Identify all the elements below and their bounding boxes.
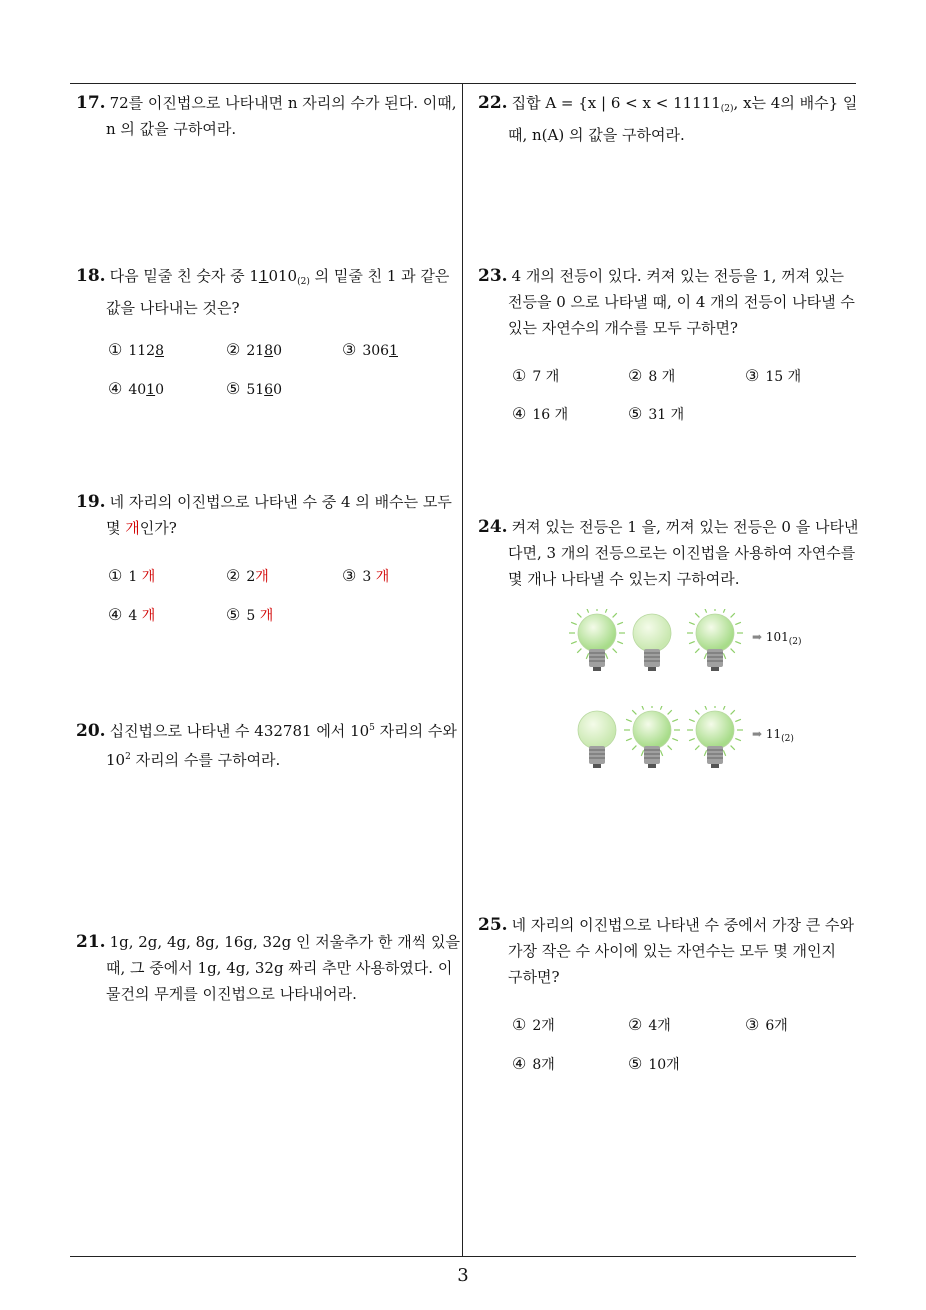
choice-text: 3 <box>362 569 372 585</box>
question-number: 25. <box>478 915 508 935</box>
question-text: 몇 개나 나타낼 수 있는지 구하여라. <box>508 570 740 588</box>
choice-text: 16 개 <box>532 407 569 423</box>
choice-mark: ④ <box>108 605 123 624</box>
question-text: 십진법으로 나타낸 수 432781 에서 10 <box>109 722 370 740</box>
choice-mark: ④ <box>512 404 527 423</box>
question-text: n 의 값을 구하여라. <box>106 120 237 138</box>
question-23 <box>478 263 862 341</box>
choice-text: 8 개 <box>648 369 676 385</box>
choice-2[interactable] <box>628 366 675 386</box>
question-21 <box>76 929 460 1007</box>
underlined-digit: 6 <box>264 382 274 398</box>
question-text: 4 개의 전등이 있다. 켜져 있는 전등을 1, 꺼져 있는 <box>511 267 844 285</box>
column-divider <box>462 83 463 1256</box>
choice-mark: ⑤ <box>226 379 241 398</box>
question-text: 값을 나타내는 것은? <box>106 299 240 317</box>
binary-value: 101 <box>765 630 789 644</box>
question-number: 19. <box>76 492 106 512</box>
question-text: , x는 4의 배수} 일 <box>733 94 858 112</box>
choice-mark: ③ <box>342 566 357 585</box>
choice-text: 112 <box>128 343 156 359</box>
choice-mark: ④ <box>512 1054 527 1073</box>
question-text: 네 자리의 이진법으로 나타낸 수 중 4 의 배수는 모두 <box>109 493 452 511</box>
choice-mark: ② <box>226 340 241 359</box>
choice-unit: 개 <box>141 608 156 624</box>
highlighted-text: 개 <box>125 519 140 537</box>
question-text: 켜져 있는 전등은 1 을, 꺼져 있는 전등은 0 을 나타낸 <box>511 518 859 536</box>
choice-text: 0 <box>273 382 283 398</box>
choice-text: 7 개 <box>532 369 560 385</box>
choice-4[interactable] <box>512 404 568 424</box>
choice-mark: ④ <box>108 379 123 398</box>
choice-text: 31 개 <box>648 407 685 423</box>
choice-1[interactable] <box>108 566 155 586</box>
choice-mark: ① <box>108 566 123 585</box>
choice-unit: 개 <box>375 569 390 585</box>
choice-text: 0 <box>155 382 165 398</box>
question-text: 전등을 0 으로 나타낼 때, 이 4 개의 전등이 나타낼 수 <box>508 293 855 311</box>
question-18 <box>76 263 460 321</box>
question-number: 20. <box>76 721 106 741</box>
question-text: 1g, 2g, 4g, 8g, 16g, 32g 인 저울추가 한 개씩 있을 <box>109 933 460 951</box>
choice-mark: ① <box>512 1015 527 1034</box>
choice-mark: ② <box>226 566 241 585</box>
question-text: 10 <box>106 751 126 769</box>
question-text: 가장 작은 수 사이에 있는 자연수는 모두 몇 개인지 <box>508 942 836 960</box>
choice-mark: ③ <box>745 1015 760 1034</box>
choice-mark: ② <box>628 1015 643 1034</box>
question-17 <box>76 90 460 142</box>
choice-2[interactable] <box>226 340 282 359</box>
choice-mark: ⑤ <box>628 404 643 423</box>
choice-text: 4개 <box>648 1018 671 1034</box>
question-text: 010 <box>268 267 298 285</box>
choice-2[interactable] <box>226 566 269 586</box>
question-text: 의 밑줄 친 1 과 같은 <box>309 267 450 285</box>
exponent: 2 <box>125 752 131 762</box>
binary-label-row1 <box>752 630 802 647</box>
choice-mark: ① <box>512 366 527 385</box>
exponent: 5 <box>369 723 375 733</box>
choice-3[interactable] <box>745 1015 788 1035</box>
choice-text: 15 개 <box>765 369 802 385</box>
choice-unit: 개 <box>141 569 156 585</box>
question-24 <box>478 514 862 592</box>
base-subscript: (2) <box>720 104 734 114</box>
underlined-digit: 1 <box>258 267 269 285</box>
question-text: 네 자리의 이진법으로 나타낸 수 중에서 가장 큰 수와 <box>511 916 855 934</box>
choice-3[interactable] <box>342 566 389 586</box>
underlined-digit: 8 <box>264 343 274 359</box>
choice-4[interactable] <box>108 605 155 625</box>
choice-text: 2개 <box>532 1018 555 1034</box>
base-subscript: (2) <box>781 734 794 744</box>
choice-text: 1 <box>128 569 138 585</box>
binary-value: 11 <box>765 727 782 741</box>
choice-5[interactable] <box>226 605 273 625</box>
choice-mark: ① <box>108 340 123 359</box>
question-text: 자리의 수를 구하여라. <box>130 751 281 769</box>
choice-text: 306 <box>362 343 390 359</box>
light-bulb-on-icon <box>685 706 745 780</box>
choice-mark: ② <box>628 366 643 385</box>
question-19 <box>76 489 460 541</box>
choice-3[interactable] <box>745 366 801 386</box>
question-text: 구하면? <box>508 968 560 986</box>
underlined-digit: 8 <box>155 343 164 359</box>
question-text: 자리의 수와 <box>374 722 457 740</box>
question-text: 있는 자연수의 개수를 모두 구하면? <box>508 319 738 337</box>
choice-1[interactable] <box>512 1015 555 1035</box>
question-text: 물건의 무게를 이진법으로 나타내어라. <box>106 985 357 1003</box>
page-number: 3 <box>457 1265 469 1286</box>
question-text: 몇 <box>106 519 126 537</box>
binary-label-row2 <box>752 727 794 744</box>
choice-5[interactable] <box>226 379 282 398</box>
choice-text: 0 <box>273 343 283 359</box>
question-number: 24. <box>478 517 508 537</box>
underlined-digit: 1 <box>389 343 398 359</box>
question-number: 22. <box>478 93 508 113</box>
choice-mark: ⑤ <box>226 605 241 624</box>
question-text: 다음 밑줄 친 숫자 중 1 <box>109 267 259 285</box>
question-text: 때, 그 중에서 1g, 4g, 32g 짜리 추만 사용하였다. 이 <box>106 959 453 977</box>
choice-3[interactable] <box>342 340 398 359</box>
choice-1[interactable] <box>512 366 559 386</box>
choice-text: 8개 <box>532 1057 555 1073</box>
question-number: 21. <box>76 932 106 952</box>
underlined-digit: 1 <box>146 382 156 398</box>
choice-text: 10개 <box>648 1057 680 1073</box>
choice-4[interactable] <box>512 1054 555 1074</box>
top-rule <box>70 83 856 84</box>
choice-1[interactable] <box>108 340 164 359</box>
choice-unit: 개 <box>259 608 274 624</box>
arrow-icon: ➡ <box>752 727 763 741</box>
question-text: 다면, 3 개의 전등으로는 이진법을 사용하여 자연수를 <box>508 544 856 562</box>
choice-text: 2 <box>246 569 256 585</box>
light-bulb-off-icon <box>622 609 682 683</box>
light-bulb-on-icon <box>567 609 627 683</box>
question-22 <box>478 90 862 148</box>
light-bulb-on-icon <box>685 609 745 683</box>
question-text: 인가? <box>139 519 177 537</box>
bottom-rule <box>70 1256 856 1257</box>
question-text: 집합 A = {x | 6 < x < 11111 <box>511 94 721 112</box>
choice-mark: ③ <box>745 366 760 385</box>
choice-text: 5 <box>246 608 256 624</box>
choice-5[interactable] <box>628 1054 680 1074</box>
choice-5[interactable] <box>628 404 684 424</box>
question-20 <box>76 715 460 773</box>
choice-text: 6개 <box>765 1018 788 1034</box>
question-text: 72를 이진법으로 나타내면 n 자리의 수가 된다. 이때, <box>109 94 457 112</box>
choice-mark: ③ <box>342 340 357 359</box>
base-subscript: (2) <box>297 277 310 287</box>
base-subscript: (2) <box>788 637 802 647</box>
choice-unit: 개 <box>255 569 269 585</box>
light-bulb-off-icon <box>567 706 627 780</box>
question-number: 17. <box>76 93 106 113</box>
choice-text: 51 <box>246 382 265 398</box>
light-bulb-on-icon <box>622 706 682 780</box>
choice-4[interactable] <box>108 379 164 398</box>
choice-text: 4 <box>128 608 138 624</box>
question-number: 23. <box>478 266 508 286</box>
arrow-icon: ➡ <box>752 630 763 644</box>
choice-text: 21 <box>246 343 265 359</box>
question-number: 18. <box>76 266 106 286</box>
choice-mark: ⑤ <box>628 1054 643 1073</box>
choice-2[interactable] <box>628 1015 671 1035</box>
question-25 <box>478 912 862 990</box>
question-text: 때, n(A) 의 값을 구하여라. <box>508 126 685 144</box>
choice-text: 40 <box>128 382 147 398</box>
